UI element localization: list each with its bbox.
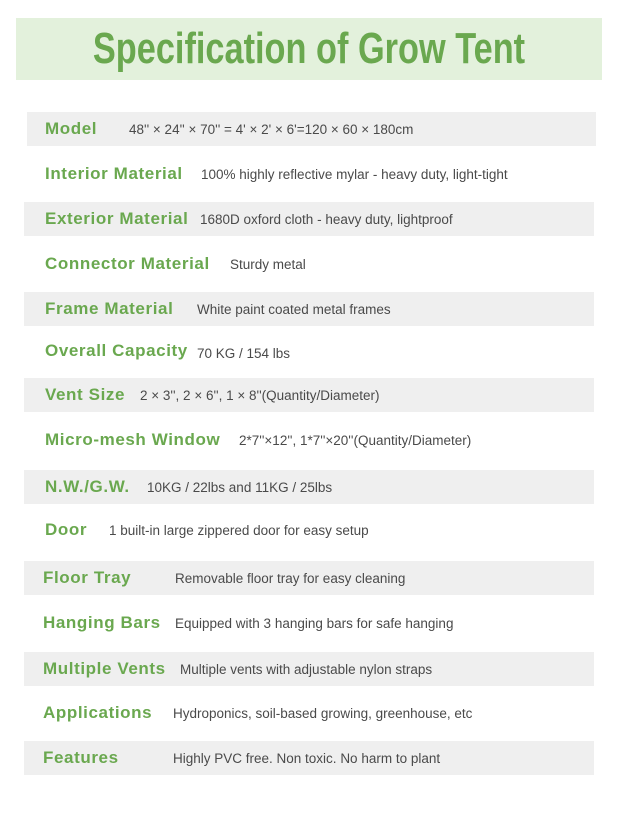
spec-label: Interior Material [45,164,183,183]
spec-row-multiple-vents [24,652,594,686]
spec-row-interior-material [27,157,596,191]
spec-value: Removable floor tray for easy cleaning [175,570,406,586]
spec-value: Multiple vents with adjustable nylon straps [180,661,433,677]
spec-row-applications [24,696,594,730]
spec-label: Overall Capacity [45,341,188,360]
spec-label: Frame Material [45,299,174,318]
spec-row-frame-material [24,292,594,326]
spec-label: Micro-mesh Window [45,430,221,449]
spec-label: Floor Tray [43,568,132,587]
spec-label: Exterior Material [45,209,189,228]
spec-value: 1680D oxford cloth - heavy duty, lightproof [200,211,453,227]
spec-value: 10KG / 22lbs and 11KG / 25lbs [147,479,333,495]
page-title: Specification of Grow Tent [92,24,526,73]
spec-value: White paint coated metal frames [197,301,391,317]
spec-value: Highly PVC free. Non toxic. No harm to plant [173,750,441,766]
title-banner [16,18,602,80]
spec-row-overall-capacity [24,334,594,368]
spec-label: Features [43,748,119,767]
spec-label: Vent Size [45,385,126,404]
spec-value: 2 × 3'', 2 × 6'', 1 × 8''(Quantity/Diameter) [140,387,380,403]
spec-row-vent-size [24,378,594,412]
spec-row-hanging-bars [24,606,594,640]
spec-value: Sturdy metal [230,256,306,272]
spec-value: 2*7''×12'', 1*7''×20''(Quantity/Diameter) [239,432,472,448]
spec-value: Equipped with 3 hanging bars for safe hanging [175,615,454,631]
spec-row-connector-material [24,247,594,281]
spec-label: Applications [43,703,153,722]
spec-value: Hydroponics, soil-based growing, greenhouse, etc [173,705,473,721]
spec-value: 48'' × 24'' × 70'' = 4' × 2' × 6'=120 × 60 × 180cm [129,121,414,137]
spec-value: 100% highly reflective mylar - heavy duty, light-tight [201,166,508,182]
spec-row-exterior-material [24,202,594,236]
spec-label: Door [45,520,88,539]
spec-value: 1 built-in large zippered door for easy setup [109,522,369,538]
spec-row-floor-tray [24,561,594,595]
spec-row-model [27,112,596,146]
spec-row-micro-mesh-window [24,423,594,457]
spec-label: Model [45,119,98,138]
spec-value: 70 KG / 154 lbs [197,346,291,361]
spec-label: Connector Material [45,254,210,273]
spec-row-nw-gw [24,470,594,504]
spec-row-door [24,513,594,547]
spec-label: Hanging Bars [43,613,161,632]
spec-row-features [24,741,594,775]
spec-label: N.W./G.W. [45,477,130,496]
spec-label: Multiple Vents [43,659,166,678]
